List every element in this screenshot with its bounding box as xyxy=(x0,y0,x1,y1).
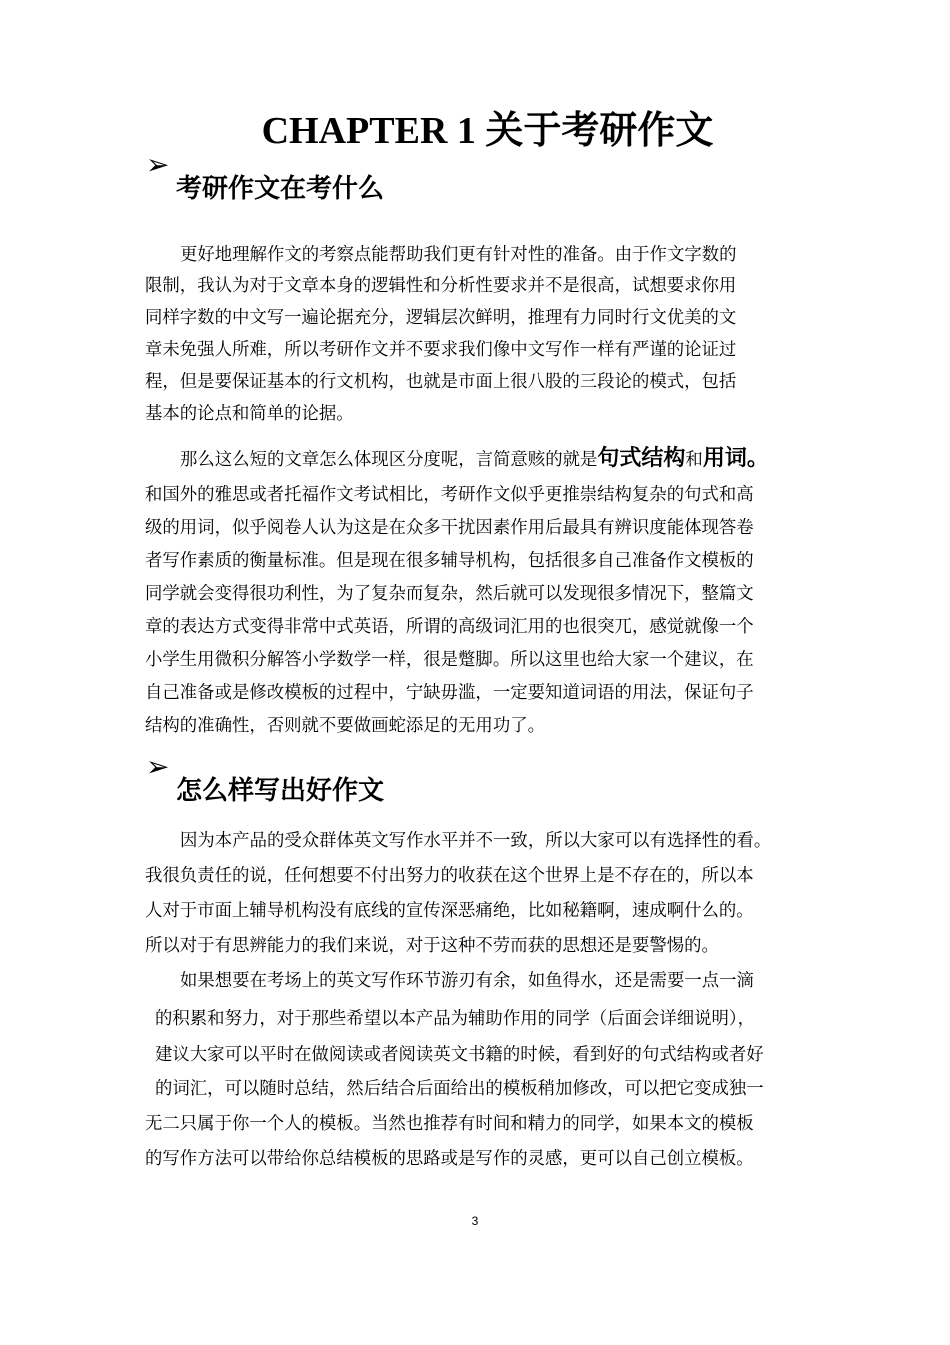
paragraph-line: 章未免强人所难，所以考研作文并不要求我们像中文写作一样有严谨的论证过 xyxy=(145,340,737,360)
paragraph-line: 如果想要在考场上的英文写作环节游刃有余，如鱼得水，还是需要一点一滴 xyxy=(180,971,754,991)
paragraph-line: 所以对于有思辨能力的我们来说，对于这种不劳而获的思想还是要警惕的。 xyxy=(145,936,719,956)
paragraph-line: 者写作素质的衡量标准。但是现在很多辅导机构，包括很多自己准备作文模板的 xyxy=(145,551,754,571)
paragraph-text: 那么这么短的文章怎么体现区分度呢，言简意赅的就是 xyxy=(180,450,598,470)
paragraph-line: 自己准备或是修改模板的过程中，宁缺毋滥，一定要知道词语的用法，保证句子 xyxy=(145,683,754,703)
paragraph-line: 的写作方法可以带给你总结模板的思路或是写作的灵感，更可以自己创立模板。 xyxy=(145,1149,754,1169)
paragraph-line: 结构的准确性，否则就不要做画蛇添足的无用功了。 xyxy=(145,716,545,736)
paragraph-line: 我很负责任的说，任何想要不付出努力的收获在这个世界上是不存在的，所以本 xyxy=(145,866,754,886)
paragraph-line: 章的表达方式变得非常中式英语，所谓的高级词汇用的也很突兀，感觉就像一个 xyxy=(145,617,754,637)
paragraph-line: 更好地理解作文的考察点能帮助我们更有针对性的准备。由于作文字数的 xyxy=(180,245,737,265)
paragraph-line: 基本的论点和简单的论据。 xyxy=(145,404,354,424)
chapter-title: CHAPTER 1 关于考研作文 xyxy=(261,110,714,152)
paragraph-line xyxy=(180,447,769,472)
paragraph-line: 限制，我认为对于文章本身的逻辑性和分析性要求并不是很高，试想要求你用 xyxy=(145,276,737,296)
paragraph-line: 小学生用微积分解答小学数学一样，很是蹩脚。所以这里也给大家一个建议，在 xyxy=(145,650,754,670)
paragraph-line: 和国外的雅思或者托福作文考试相比，考研作文似乎更推崇结构复杂的句式和高 xyxy=(145,485,754,505)
paragraph-line: 同学就会变得很功利性，为了复杂而复杂，然后就可以发现很多情况下，整篇文 xyxy=(145,584,754,604)
arrow-bullet-icon: ➢ xyxy=(146,148,170,181)
emphasis-text: 用词。 xyxy=(702,446,769,471)
paragraph-line: 级的用词，似乎阅卷人认为这是在众多干扰因素作用后最具有辨识度能体现答卷 xyxy=(145,518,754,538)
paragraph-line: 程，但是要保证基本的行文机构，也就是市面上很八股的三段论的模式，包括 xyxy=(145,372,737,392)
paragraph-line: 同样字数的中文写一遍论据充分，逻辑层次鲜明，推理有力同时行文优美的文 xyxy=(145,308,737,328)
paragraph-line: 建议大家可以平时在做阅读或者阅读英文书籍的时候，看到好的句式结构或者好 xyxy=(155,1045,764,1065)
page-number: 3 xyxy=(471,1214,479,1228)
paragraph-line: 无二只属于你一个人的模板。当然也推荐有时间和精力的同学，如果本文的模板 xyxy=(145,1114,754,1134)
paragraph-line: 的积累和努力，对于那些希望以本产品为辅助作用的同学（后面会详细说明）， xyxy=(155,1009,755,1029)
section-heading: 怎么样写出好作文 xyxy=(176,776,385,806)
emphasis-text: 句式结构 xyxy=(597,446,686,471)
paragraph-line: 因为本产品的受众群体英文写作水平并不一致，所以大家可以有选择性的看。 xyxy=(180,831,772,851)
paragraph-line: 的词汇，可以随时总结，然后结合后面给出的模板稍加修改，可以把它变成独一 xyxy=(155,1079,764,1099)
section-heading: 考研作文在考什么 xyxy=(176,174,385,204)
paragraph-line: 人对于市面上辅导机构没有底线的宣传深恶痛绝，比如秘籍啊，速成啊什么的。 xyxy=(145,901,754,921)
paragraph-text: 和 xyxy=(685,450,703,470)
arrow-bullet-icon: ➢ xyxy=(146,750,170,783)
